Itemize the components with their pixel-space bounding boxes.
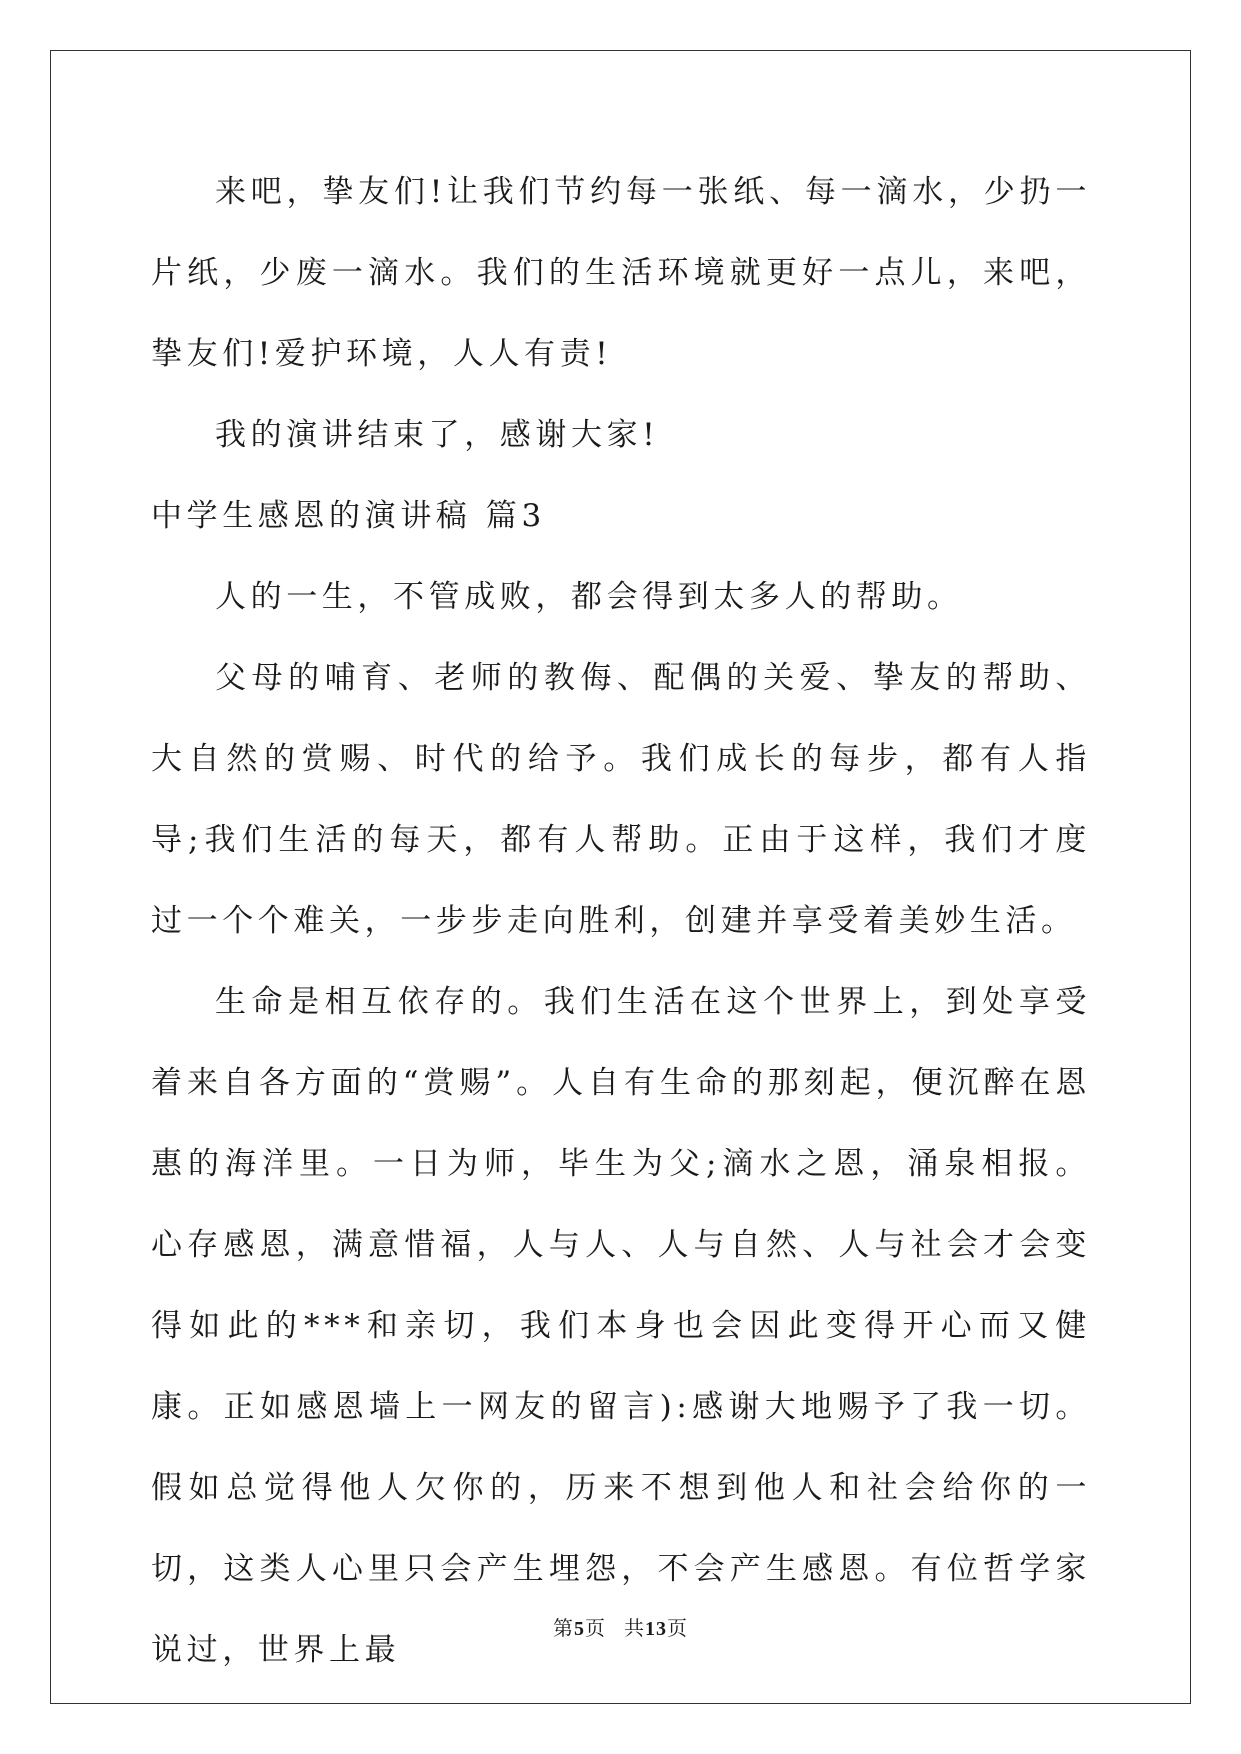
paragraph-life-interdependence: 生命是相互依存的。我们生活在这个世界上，到处享受着来自各方面的“赏赐”。人自有生命的那刻起，便沉醉在恩惠的海洋里。一日为师，毕生为父;滴水之恩，涌泉相报。心存感恩，满意惜福，人与人、人与自然、人与社会才会变得如此的***和亲切，我们本身也会因此变得开心而又健康。正如感恩墙上一网友的留言):感谢大地赐予了我一切。假如总觉得他人欠你的，历来不想到他人和社会给你的一切，这类人心里只会产生埋怨，不会产生感恩。有位哲学家说过，世界上最 <box>151 984 1091 1668</box>
page-total-suffix: 页 <box>667 1616 688 1640</box>
paragraph-conclusion: 来吧，挚友们!让我们节约每一张纸、每一滴水，少扔一片纸，少废一滴水。我们的生活环境就更好一点儿，来吧，挚友们!爱护环境，人人有责! <box>151 174 1091 372</box>
paragraph-gratitude-sources: 父母的哺育、老师的教侮、配偶的关爱、挚友的帮助、大自然的赏赐、时代的给予。我们成长的每步，都有人指导;我们生活的每天，都有人帮助。正由于这样，我们才度过一个个难关，一步步走向胜利，创建并享受着美妙生活。 <box>151 660 1091 939</box>
page-number: 5 <box>574 1618 585 1640</box>
page-total: 13 <box>645 1618 667 1640</box>
page-number-suffix: 页 <box>585 1616 606 1640</box>
page-footer <box>0 1612 1241 1641</box>
paragraph-thanks: 我的演讲结束了，感谢大家! <box>215 417 660 453</box>
section-heading: 中学生感恩的演讲稿 篇3 <box>151 498 546 534</box>
page-number-prefix: 第 <box>553 1616 574 1640</box>
page-total-prefix: 共 <box>624 1616 645 1640</box>
document-body <box>151 152 1091 1691</box>
paragraph-intro: 人的一生，不管成败，都会得到太多人的帮助。 <box>215 579 963 615</box>
